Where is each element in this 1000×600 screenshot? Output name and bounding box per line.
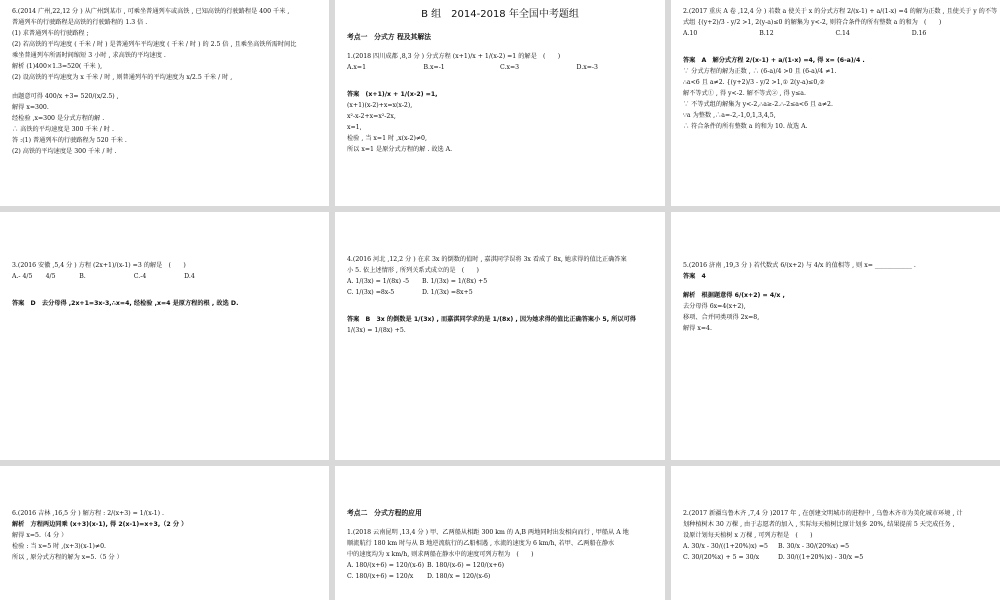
- question-1-text: 1.(2018 四川成都 ,8,3 分 ) 分式方程 (x+1)/x + 1/(x-2) =1 的解是 ( ): [347, 53, 561, 60]
- solution-line: 解得 x=300.: [12, 104, 49, 111]
- answer-line: x²-x-2+x=x²-2x,: [347, 113, 396, 120]
- answer-line: 解不等式① , 得 y<-2. 解不等式② , 得 y≤a.: [683, 90, 806, 97]
- solution-line: 移项、合并同类项得 2x=8,: [683, 314, 760, 321]
- option-d: D.4: [184, 273, 195, 280]
- option-c: C.-4: [133, 273, 147, 280]
- question-6-text: 普通列车的行驶路程是高铁的行驶路程的 1.3 倍 .: [12, 19, 148, 26]
- page-panel-8: [335, 466, 665, 600]
- option-c: C. 1/(3x) =8x-5: [347, 289, 395, 296]
- option-b: B. 30/x - 30/(20%x) =5: [778, 543, 850, 550]
- answer-line: 检验 , 当 x=1 时 ,x(x-2)≠0,: [347, 135, 427, 142]
- page-panel-3: [671, 0, 1000, 206]
- question-2-text: 设原计划每天植树 x 万棵 , 可列方程是 ( ): [683, 532, 813, 539]
- page-panel-9: [671, 466, 1000, 600]
- question-2-text: 2.(2017 新疆乌鲁木齐 ,7,4 分 )2017 年 , 在创建文明城市的进程中 , 乌鲁木齐市为美化城市环境 , 计: [683, 510, 963, 517]
- answer-line: 答案 D 去分母得 ,2x+1=3x-3,∴x=4, 经检验 ,x=4 是原方程的根 , 故选 D.: [12, 300, 239, 307]
- answer-line: 答案 B 3x 的倒数是 1/(3x) , 而嘉淇同学求的是 1/(8x) , 因为她求得的值比正确答案小 5, 所以可得: [347, 316, 636, 323]
- option-a: A. 30/x - 30/((1+20%)x) =5: [683, 543, 768, 550]
- page-panel-5: [335, 212, 665, 460]
- question-6-part-1: (1) 求普通列车的行驶路程 ;: [12, 30, 89, 37]
- answer-line: ∵ 不等式组的解集为 y<-2,∴a≥-2.∴-2≤a<6 且 a≠2.: [683, 101, 833, 108]
- solution-line: 经检验 ,x=300 是分式方程的解 .: [12, 115, 105, 122]
- answer-line: (x+1)(x-2)+x=x(x-2),: [347, 102, 413, 109]
- option-a: A.- 4/5: [12, 273, 33, 280]
- option-d: D. 30/((1+20%)x) - 30/x =5: [778, 554, 864, 561]
- answer-line: ∵a 为整数 ,∴a=-2,-1,0,1,3,4,5,: [683, 112, 776, 119]
- option-a: A. 180/(x+6) = 120/(x-6): [347, 562, 424, 569]
- option-a-alt: 4/5: [45, 273, 56, 280]
- option-d: D.16: [911, 30, 927, 37]
- page-title: B 组 2014-2018 年全国中考题组: [421, 9, 579, 20]
- option-c: C.x=3: [500, 64, 520, 71]
- solution-line: 检验 : 当 x=5 时 ,(x+3)(x-1)≠0.: [12, 543, 107, 550]
- page-panel-1: [0, 0, 329, 206]
- question-2-text: 式组 {(y+2)/3 - y/2 >1, 2(y-a)≤0 的解集为 y<-2, 则符合条件的所有整数 a 的和为 ( ): [683, 19, 942, 26]
- option-b: B. 1/(3x) = 1/(8x) +5: [422, 278, 488, 285]
- answer-line: 答案 A 解分式方程 2/(x-1) + a/(1-x) =4, 得 x= (6-a)/4 .: [683, 57, 865, 64]
- solution-line: 解析 方程两边同乘 (x+3)(x-1), 得 2(x-1)=x+3,（2 分 ）: [12, 521, 188, 528]
- page-panel-2: [335, 0, 665, 206]
- question-1-text: 顺流航行 180 km 时与从 B 地逆流航行的乙船相遇 , 水流的速度为 6 km/h, 若甲、乙两船在静水: [347, 540, 615, 547]
- solution-line: (2) 高铁的平均速度是 300 千米 / 时 .: [12, 148, 117, 155]
- question-4-text: 4.(2016 河北 ,12,2 分 ) 在求 3x 的倒数的值时 , 嘉淇同学误将 3x 看成了 8x, 她求得的值比正确答案: [347, 256, 627, 263]
- question-2-text: 2.(2017 重庆 A 卷 ,12,4 分 ) 若数 a 使关于 x 的分式方程 2/(x-1) + a/(1-x) =4 的解为正数 , 且使关于 y 的不等: [683, 8, 998, 15]
- question-6-text: 6.(2016 吉林 ,16,5 分 ) 解方程 : 2/(x+3) = 1/(x-1) .: [12, 510, 164, 517]
- answer-line: 所以 x=1 是原分式方程的解 . 故选 A.: [347, 146, 453, 153]
- option-b: B.: [79, 273, 86, 280]
- solution-line: 所以 , 原分式方程的解为 x=5.（5 分 ）: [12, 554, 123, 561]
- solution-line: 去分母得 6x=4(x+2),: [683, 303, 746, 310]
- question-6-text: 6.(2014 广州,22,12 分 ) 从广州到某市 , 可乘坐普通列车或高铁 , 已知高铁的行驶路程是 400 千米 ,: [12, 8, 290, 15]
- solution-line: 解析 根据题意得 6/(x+2) = 4/x ,: [683, 292, 785, 299]
- question-5-text: 5.(2016 济南 ,19,3 分 ) 若代数式 6/(x+2) 与 4/x 的值相等 , 则 x= ____________ .: [683, 262, 916, 269]
- answer-options: [347, 287, 497, 298]
- answer-options: [683, 541, 873, 552]
- question-6-part-2: (2) 若高铁的平均速度 ( 千米 / 时 ) 是普通列车平均速度 ( 千米 / 时 ) 的 2.5 倍 , 且乘坐高铁所需时间比: [12, 41, 297, 48]
- option-d: D. 180/x = 120/(x-6): [427, 573, 491, 580]
- answer-line: ∴ 符合条件的所有整数 a 的和为 10. 故选 A.: [683, 123, 808, 130]
- answer-line: ∵ 分式方程的解为正数 , ∴ (6-a)/4 >0 且 (6-a)/4 ≠1.: [683, 68, 837, 75]
- solution-equation: 由题意可得 400/x +3= 520/(x/2.5) ,: [12, 93, 119, 100]
- answer-line: ∴a<6 且 a≠2. {(y+2)/3 - y/2 >1,① 2(y-a)≤0,②: [683, 79, 825, 86]
- question-3-text: 3.(2016 安徽 ,5,4 分 ) 方程 (2x+1)/(x-1) =3 的解是 ( ): [12, 262, 186, 269]
- answer-options: [347, 560, 507, 571]
- page-panel-6: [671, 212, 1000, 460]
- page-panel-7: [0, 466, 329, 600]
- option-d: D. 1/(3x) =8x+5: [422, 289, 473, 296]
- question-2-text: 划种植树木 30 万棵 , 由于志愿者的加入 , 实际每天植树比原计划多 20%, 结果提前 5 天完成任务 ,: [683, 521, 955, 528]
- solution-line: 解得 x=4.: [683, 325, 712, 332]
- option-c: C. 180/(x+6) = 120/x: [347, 573, 414, 580]
- solution-line: ∴ 高铁的平均速度是 300 千米 / 时 .: [12, 126, 114, 133]
- question-4-text: 小 5. 依上述情形 , 所列关系式成立的是 ( ): [347, 267, 479, 274]
- option-b: B. 180/(x-6) = 120/(x+6): [427, 562, 505, 569]
- option-a: A.10: [683, 30, 698, 37]
- question-6-part-2: 乘坐普通列车所需时间缩短 3 小时 , 求高铁的平均速度 .: [12, 52, 166, 59]
- answer-options: [347, 276, 497, 287]
- option-b: B.12: [759, 30, 774, 37]
- answer-line: 答案 (x+1)/x + 1/(x-2) =1,: [347, 91, 438, 98]
- answer-options: [12, 271, 222, 282]
- option-c: C. 30/(20%x) + 5 = 30/x: [683, 554, 760, 561]
- option-d: D.x=-3: [576, 64, 598, 71]
- answer-line: 1/(3x) = 1/(8x) +5.: [347, 327, 406, 334]
- answer-line: 答案 4: [683, 273, 706, 280]
- option-b: B.x=-1: [423, 64, 445, 71]
- answer-options: [683, 552, 873, 563]
- page-panel-4: [0, 212, 329, 460]
- option-c: C.14: [835, 30, 850, 37]
- section-heading: 考点一 分式方 程及其解法: [347, 33, 431, 41]
- solution-line: 解得 x=5.（4 分 ）: [12, 532, 68, 539]
- solution-line: 答 :(1) 普通列车的行驶路程为 520 千米 .: [12, 137, 127, 144]
- question-1-text: 1.(2018 云南昆明 ,13,4 分 ) 甲、乙两船从相距 300 km 的 A,B 两地同时出发相向而行 , 甲船从 A 地: [347, 529, 629, 536]
- answer-options: [683, 28, 988, 39]
- question-1-text: 中的速度均为 x km/h, 则求两船在静水中的速度可列方程为 ( ): [347, 551, 534, 558]
- answer-options: [347, 62, 653, 73]
- option-a: A.x=1: [347, 64, 367, 71]
- section-heading: 考点二 分式方程的应用: [347, 509, 422, 517]
- answer-options: [347, 571, 507, 582]
- solution-line: 解析 (1)400×1.3=520( 千米 ),: [12, 63, 103, 70]
- solution-line: (2) 设高铁的平均速度为 x 千米 / 时 , 则普通列车的平均速度为 x/2.5 千米 / 时 ,: [12, 74, 233, 81]
- answer-line: x=1,: [347, 124, 362, 131]
- option-a: A. 1/(3x) = 1/(8x) -5: [347, 278, 410, 285]
